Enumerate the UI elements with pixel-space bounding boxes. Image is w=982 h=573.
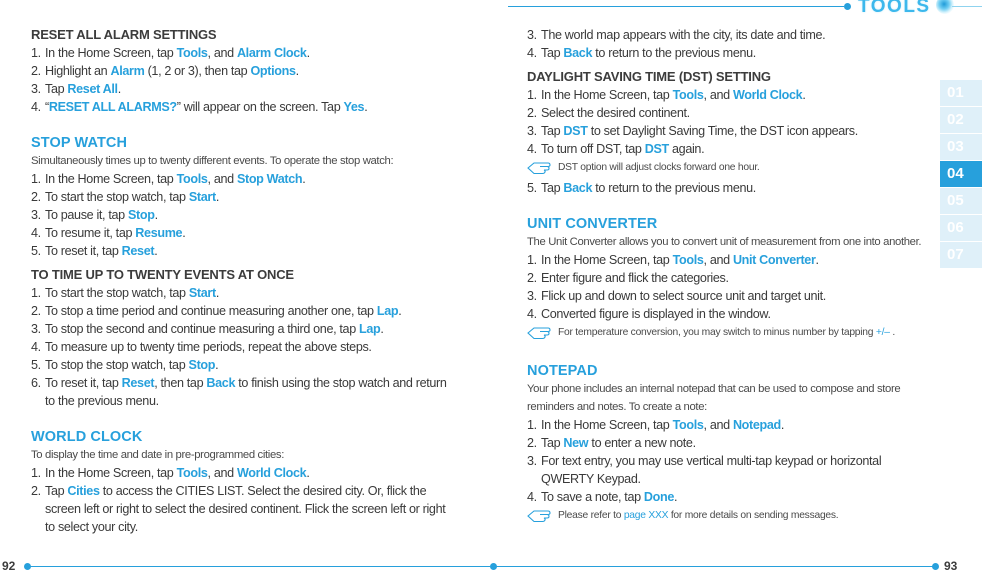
header-rule-end (952, 6, 982, 7)
step-text-part: to finish using the stop watch and return to the previous menu. (45, 376, 447, 408)
step-text-part: . (306, 46, 310, 60)
step-text-part: In the Home Screen, tap (45, 46, 177, 60)
step-item (31, 188, 451, 206)
step-number: 3. (31, 82, 41, 96)
step-text (45, 80, 451, 98)
step-text-part: To start the stop watch, tap (45, 286, 189, 300)
step-text (45, 44, 451, 62)
keyword: World Clock (236, 466, 307, 480)
dst-steps (527, 86, 927, 158)
step-text-part: to enter a new note. (588, 436, 696, 450)
step-text-part: . (674, 490, 678, 504)
step-item (31, 482, 451, 536)
heading-notepad: NOTEPAD (527, 363, 598, 379)
step-text-part: . (154, 244, 158, 258)
step-text-part: To save a note, tap (541, 490, 644, 504)
keyword: Options (250, 64, 296, 78)
keyword: Stop (188, 358, 216, 372)
reset-alarm-steps (31, 44, 451, 116)
keyword: DST (563, 124, 588, 138)
step-text (45, 464, 451, 482)
keyword: Start (188, 190, 216, 204)
step-text (541, 269, 927, 287)
section-label: TOOLS (858, 0, 931, 17)
step-number: 1. (31, 172, 41, 186)
step-number: 2. (527, 271, 537, 285)
page-number-right: 93 (944, 559, 958, 573)
step-text-part: To stop the second and continue measuring a third one, tap (45, 322, 360, 336)
keyword: Resume (135, 226, 183, 240)
chapter-tab[interactable]: 04 (940, 161, 982, 187)
header-dot (844, 3, 851, 10)
keyword: Tools (176, 46, 208, 60)
step-text (541, 287, 927, 305)
step-text-part: , and (207, 46, 237, 60)
step-text (541, 305, 927, 323)
keyword: Back (563, 181, 593, 195)
step-text-part: , and (703, 418, 733, 432)
keyword: World Clock (732, 88, 803, 102)
step-text-part: , then tap (154, 376, 207, 390)
step-text-part: To measure up to twenty time periods, repeat the above steps. (45, 340, 372, 354)
step-text-part: . (215, 358, 219, 372)
step-item (31, 224, 451, 242)
step-text-part: . (398, 304, 402, 318)
step-text-part: to return to the previous menu. (592, 181, 756, 195)
step-item (527, 179, 927, 197)
step-item (527, 434, 927, 452)
footer-rule-left (28, 566, 490, 567)
keyword: Lap (359, 322, 381, 336)
step-number: 2. (527, 106, 537, 120)
keyword: Back (206, 376, 236, 390)
right-page-content (527, 26, 927, 527)
step-text-part: . (154, 208, 158, 222)
step-text-part: To start the stop watch, tap (45, 190, 189, 204)
step-number: 2. (31, 64, 41, 78)
chapter-tab[interactable]: 03 (940, 134, 982, 160)
plus-minus-key: +/– (875, 327, 890, 338)
step-text-part: Tap (45, 484, 68, 498)
notepad-intro: Your phone includes an internal notepad that can be used to compose and store reminders and notes. To create a note: (527, 383, 901, 413)
heading-reset-alarm: RESET ALL ALARM SETTINGS (31, 27, 217, 42)
heading-world-clock: WORLD CLOCK (31, 429, 143, 445)
step-item (31, 44, 451, 62)
unit-converter-note (527, 324, 927, 342)
step-text-part: Tap (541, 124, 564, 138)
step-text-part: , and (207, 172, 237, 186)
keyword: Start (188, 286, 216, 300)
step-number: 3. (527, 124, 537, 138)
step-text (45, 284, 451, 302)
dst-steps-after (527, 179, 927, 197)
step-text-part: . (215, 190, 219, 204)
step-item (527, 44, 927, 62)
step-text (45, 206, 451, 224)
step-text (45, 482, 451, 536)
step-text (541, 104, 927, 122)
step-text-part: . (815, 253, 819, 267)
step-item (527, 251, 927, 269)
step-number: 2. (31, 484, 41, 498)
step-number: 3. (527, 289, 537, 303)
step-text-part: In the Home Screen, tap (541, 253, 673, 267)
keyword: Tools (672, 418, 704, 432)
step-text-part: Tap (541, 46, 564, 60)
step-text-part: Converted figure is displayed in the window. (541, 307, 771, 321)
unit-converter-steps (527, 251, 927, 323)
keyword: Reset (121, 376, 155, 390)
step-number: 3. (527, 454, 537, 468)
step-number: 5. (527, 181, 537, 195)
step-text-part: to return to the previous menu. (592, 46, 756, 60)
step-text-part: . (182, 226, 186, 240)
keyword: Lap (376, 304, 399, 318)
step-text-part: Highlight an (45, 64, 111, 78)
step-text (541, 179, 927, 197)
step-text (45, 224, 451, 242)
step-text-part: again. (668, 142, 705, 156)
step-item (527, 86, 927, 104)
dst-note-text: DST option will adjust clocks forward one hour. (558, 162, 760, 173)
step-item (31, 98, 451, 116)
keyword: RESET ALL ALARMS? (48, 100, 177, 114)
step-item (527, 488, 927, 506)
step-text-part: Tap (541, 181, 564, 195)
step-text-part: To reset it, tap (45, 376, 122, 390)
keyword: New (563, 436, 589, 450)
step-number: 1. (527, 418, 537, 432)
step-item (31, 206, 451, 224)
step-text (541, 122, 927, 140)
step-number: 4. (527, 490, 537, 504)
hand-note-icon (527, 509, 551, 523)
keyword: DST (644, 142, 669, 156)
step-number: 4. (31, 100, 41, 114)
chapter-tab[interactable]: 02 (940, 107, 982, 133)
step-item (31, 170, 451, 188)
step-text (541, 452, 927, 488)
step-number: 4. (527, 142, 537, 156)
stop-watch-intro: Simultaneously times up to twenty different events. To operate the stop watch: (31, 155, 394, 167)
keyword: Notepad (732, 418, 781, 432)
header-rule (508, 6, 844, 7)
step-text-part: , and (207, 466, 237, 480)
step-text-part: . (117, 82, 121, 96)
step-text-part: to set Daylight Saving Time, the DST icon appears. (587, 124, 858, 138)
step-text-part: . (215, 286, 219, 300)
unit-converter-note-text: For temperature conversion, you may switch to minus number by tapping (558, 327, 876, 338)
keyword: Stop Watch (236, 172, 303, 186)
step-number: 6. (31, 376, 41, 390)
step-number: 1. (31, 46, 41, 60)
step-text (541, 434, 927, 452)
step-item (527, 140, 927, 158)
step-text-part: to access the CITIES LIST. Select the desired city. Or, flick the screen left or right to select the desired continent. Flick the screen left or right to select your city. (45, 484, 446, 534)
heading-twenty-events: TO TIME UP TO TWENTY EVENTS AT ONCE (31, 267, 294, 282)
step-text (541, 251, 927, 269)
step-text (45, 302, 451, 320)
step-text (45, 338, 451, 356)
keyword: Tools (672, 88, 704, 102)
step-text-part: . (306, 466, 310, 480)
step-text-part: Select the desired continent. (541, 106, 690, 120)
step-text-part: To reset it, tap (45, 244, 122, 258)
step-text (45, 62, 451, 80)
unit-converter-intro: The Unit Converter allows you to convert unit of measurement from one into another. (527, 236, 922, 248)
step-item (527, 122, 927, 140)
step-item (527, 104, 927, 122)
step-number: 1. (31, 286, 41, 300)
step-item (31, 80, 451, 98)
step-text (45, 170, 451, 188)
step-item (31, 374, 451, 410)
world-clock-steps (31, 464, 451, 536)
keyword: Yes (343, 100, 365, 114)
step-text (541, 86, 927, 104)
step-text-part: In the Home Screen, tap (45, 172, 177, 186)
step-number: 3. (31, 208, 41, 222)
step-text-part: Flick up and down to select source unit and target unit. (541, 289, 826, 303)
hand-note-icon (527, 161, 551, 175)
step-text (45, 242, 451, 260)
step-number: 2. (527, 436, 537, 450)
notepad-steps (527, 416, 927, 506)
heading-unit-converter: UNIT CONVERTER (527, 216, 658, 232)
keyword: Alarm (110, 64, 145, 78)
step-text (45, 98, 451, 116)
step-item (527, 287, 927, 305)
page-reference-link[interactable]: page XXX (623, 510, 669, 521)
step-number: 4. (31, 226, 41, 240)
step-text-part: . (780, 418, 785, 432)
keyword: Unit Converter (732, 253, 816, 267)
chapter-tab[interactable]: 05 (940, 188, 982, 214)
keyword: Tools (672, 253, 704, 267)
notepad-note-end: for more details on sending messages. (668, 510, 839, 521)
twenty-events-steps (31, 284, 451, 410)
step-number: 1. (527, 88, 537, 102)
step-number: 5. (31, 358, 41, 372)
step-text-part: . (364, 100, 368, 114)
keyword: Stop (127, 208, 155, 222)
step-text-part: (1, 2 or 3), then tap (144, 64, 251, 78)
step-text-part: “ (45, 100, 49, 114)
step-item (31, 302, 451, 320)
step-item (31, 284, 451, 302)
step-number: 2. (31, 190, 41, 204)
unit-converter-note-end: . (889, 327, 895, 338)
step-text-part: ” will appear on the screen. Tap (176, 100, 344, 114)
step-text (541, 488, 927, 506)
keyword: Reset (121, 244, 155, 258)
step-text (541, 44, 927, 62)
step-number: 1. (31, 466, 41, 480)
keyword: Back (563, 46, 593, 60)
step-text-part: To stop a time period and continue measuring another one, tap (45, 304, 377, 318)
step-item (527, 26, 927, 44)
step-item (31, 464, 451, 482)
step-text-part: . (295, 64, 299, 78)
stop-watch-steps (31, 170, 451, 260)
footer-rule-right (496, 566, 934, 567)
step-number: 3. (527, 28, 537, 42)
step-text-part: To resume it, tap (45, 226, 136, 240)
world-clock-steps-continued (527, 26, 927, 62)
page-number-left: 92 (2, 559, 16, 573)
notepad-note-text: Please refer to (558, 510, 624, 521)
glow-ball-icon (936, 0, 954, 14)
step-number: 1. (527, 253, 537, 267)
step-text-part: , and (703, 253, 733, 267)
step-text-part: Tap (45, 82, 68, 96)
step-number: 2. (31, 304, 41, 318)
step-text-part: For text entry, you may use vertical multi-tap keypad or horizontal QWERTY Keypad. (541, 454, 882, 486)
step-number: 3. (31, 322, 41, 336)
step-number: 4. (527, 46, 537, 60)
step-item (31, 320, 451, 338)
chapter-tab[interactable]: 01 (940, 80, 982, 106)
step-item (527, 269, 927, 287)
notepad-note (527, 507, 927, 525)
step-text-part: . (380, 322, 384, 336)
step-text-part: , and (703, 88, 733, 102)
chapter-tabs (940, 80, 982, 269)
footer-dot-right (932, 563, 939, 570)
step-item (31, 242, 451, 260)
left-page-content (31, 26, 451, 536)
step-text-part: In the Home Screen, tap (45, 466, 177, 480)
step-text-part: To turn off DST, tap (541, 142, 645, 156)
step-item (31, 338, 451, 356)
step-text (541, 26, 927, 44)
step-text-part: . (802, 88, 806, 102)
step-text-part: To stop the stop watch, tap (45, 358, 189, 372)
chapter-tab[interactable]: 06 (940, 215, 982, 241)
step-text-part: The world map appears with the city, its date and time. (541, 28, 826, 42)
step-text-part: Enter figure and flick the categories. (541, 271, 729, 285)
keyword: Tools (176, 466, 208, 480)
step-item (31, 356, 451, 374)
heading-dst: DAYLIGHT SAVING TIME (DST) SETTING (527, 69, 771, 84)
step-item (527, 452, 927, 488)
step-text-part: Tap (541, 436, 564, 450)
step-number: 5. (31, 244, 41, 258)
step-text (541, 140, 927, 158)
step-text (45, 320, 451, 338)
step-text (541, 416, 927, 434)
keyword: Alarm Clock (236, 46, 307, 60)
keyword: Cities (67, 484, 100, 498)
keyword: Reset All (67, 82, 118, 96)
step-text (45, 188, 451, 206)
world-clock-intro: To display the time and date in pre-programmed cities: (31, 449, 284, 461)
step-text (45, 356, 451, 374)
step-number: 4. (31, 340, 41, 354)
step-text (45, 374, 451, 410)
step-text-part: In the Home Screen, tap (541, 418, 673, 432)
keyword: Tools (176, 172, 208, 186)
heading-stop-watch: STOP WATCH (31, 135, 128, 151)
step-text-part: In the Home Screen, tap (541, 88, 673, 102)
chapter-tab[interactable]: 07 (940, 242, 982, 268)
hand-note-icon (527, 326, 551, 340)
step-item (527, 305, 927, 323)
step-item (527, 416, 927, 434)
dst-note (527, 159, 927, 177)
step-item (31, 62, 451, 80)
step-number: 4. (527, 307, 537, 321)
step-text-part: . (302, 172, 306, 186)
step-text-part: To pause it, tap (45, 208, 128, 222)
keyword: Done (643, 490, 675, 504)
